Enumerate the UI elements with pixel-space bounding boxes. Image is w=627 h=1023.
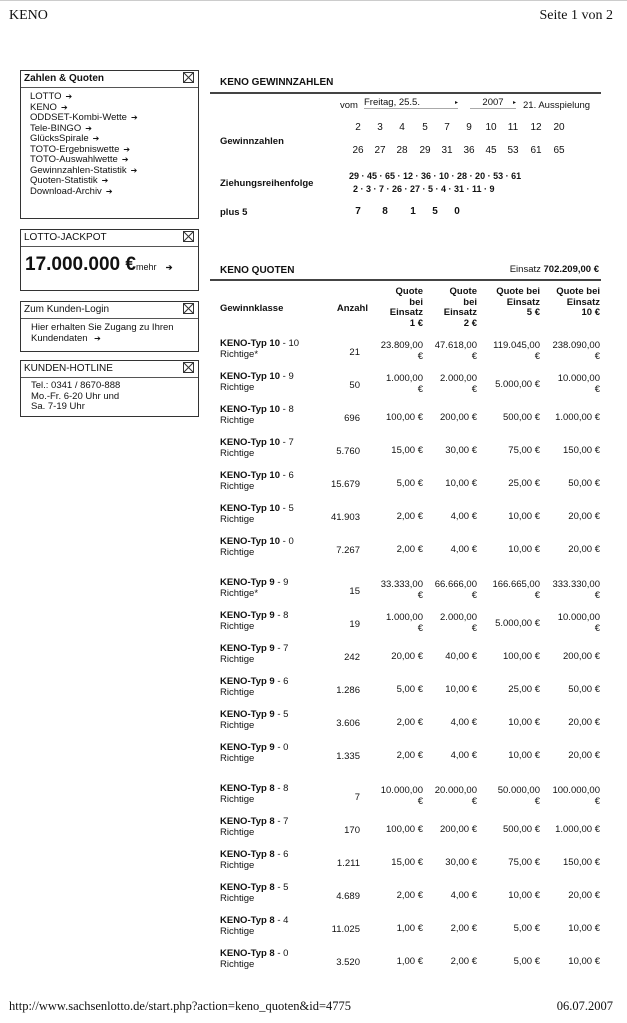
keno-type: KENO-Typ 8 bbox=[220, 948, 275, 959]
richtige-label: Richtige bbox=[220, 958, 255, 970]
richtige-label: Richtige bbox=[220, 381, 255, 393]
richtige-label: Richtige bbox=[220, 892, 255, 904]
quote-cell: 23.809,00 € bbox=[380, 340, 423, 362]
richtige-label: Richtige bbox=[220, 859, 255, 871]
quote-cell: 4,00 € bbox=[450, 750, 477, 761]
richtige-label: Richtige bbox=[220, 480, 255, 492]
richtige-count: 5 bbox=[288, 503, 294, 514]
ziehung-label: Ziehungsreihenfolge bbox=[220, 178, 314, 189]
quote-cell: 2,00 € bbox=[396, 750, 423, 761]
quote-cell: 10,00 € bbox=[508, 717, 540, 728]
richtige-label: Richtige bbox=[220, 925, 255, 937]
nav-item-label: LOTTO bbox=[30, 91, 62, 102]
hotline-line: Mo.-Fr. 6-20 Uhr und bbox=[31, 390, 120, 402]
quote-cell: 119.045,00 € bbox=[493, 340, 540, 362]
winning-number: 12 bbox=[530, 122, 542, 133]
quote-cell: 25,00 € bbox=[508, 478, 540, 489]
numbers-rule bbox=[210, 92, 601, 94]
keno-type: KENO-Typ 10 bbox=[220, 470, 281, 481]
anzahl-cell: 50 bbox=[349, 380, 360, 391]
anzahl-cell: 15.679 bbox=[330, 479, 360, 490]
nav-box-title: Zahlen & Quoten bbox=[21, 71, 198, 88]
table-row bbox=[220, 677, 601, 707]
quote-cell: 150,00 € bbox=[563, 445, 600, 456]
richtige-label: Richtige bbox=[220, 752, 255, 764]
quote-cell: 10,00 € bbox=[508, 750, 540, 761]
quote-cell: 15,00 € bbox=[391, 445, 423, 456]
winning-number: 45 bbox=[485, 145, 497, 156]
anzahl-cell: 3.520 bbox=[336, 957, 360, 968]
keno-type: KENO-Typ 9 bbox=[220, 610, 275, 621]
keno-type: KENO-Typ 10 bbox=[220, 404, 281, 415]
close-icon[interactable] bbox=[183, 231, 194, 242]
quote-cell: 25,00 € bbox=[508, 684, 540, 695]
winning-number: 26 bbox=[352, 145, 364, 156]
keno-type: KENO-Typ 9 bbox=[220, 742, 275, 753]
richtige-count: 8 bbox=[283, 610, 289, 621]
richtige-label: Richtige bbox=[220, 719, 255, 731]
print-header-page: Seite 1 von 2 bbox=[539, 8, 613, 23]
gewinnklasse-cell: KENO-Typ 9 - 7 Richtige bbox=[220, 643, 289, 665]
anzahl-cell: 11.025 bbox=[331, 924, 360, 935]
quote-cell: 20,00 € bbox=[568, 890, 600, 901]
quote-cell: 100.000,00 € bbox=[552, 785, 600, 807]
table-row bbox=[220, 405, 601, 435]
arrow-right-icon: ➔ bbox=[130, 165, 138, 175]
nav-item-label: Tele-BINGO bbox=[30, 122, 82, 134]
quote-cell: 75,00 € bbox=[508, 857, 540, 868]
anzahl-cell: 1.335 bbox=[336, 751, 360, 762]
quote-cell: 100,00 € bbox=[386, 412, 423, 423]
winning-number: 28 bbox=[396, 145, 408, 156]
vom-label: vom bbox=[340, 100, 358, 111]
draw-number: 21. Ausspielung bbox=[523, 100, 591, 111]
gewinnklasse-cell: KENO-Typ 8 - 4 Richtige bbox=[220, 915, 289, 937]
richtige-label: Richtige* bbox=[220, 348, 259, 360]
keno-type: KENO-Typ 8 bbox=[220, 915, 275, 926]
quote-cell: 20.000,00 € bbox=[434, 785, 477, 807]
richtige-count: 9 bbox=[288, 371, 294, 382]
keno-type: KENO-Typ 9 bbox=[220, 577, 275, 588]
hotline-box-title: KUNDEN-HOTLINE bbox=[21, 361, 198, 378]
keno-type: KENO-Typ 8 bbox=[220, 882, 275, 893]
gewinnklasse-cell: KENO-Typ 10 - 7 Richtige bbox=[220, 437, 294, 459]
login-link[interactable]: Hier erhalten Sie Zugang zu Ihren Kundendaten ➔ bbox=[31, 322, 174, 344]
quote-cell: 200,00 € bbox=[440, 824, 477, 835]
winning-number: 53 bbox=[507, 145, 519, 156]
anzahl-cell: 7 bbox=[354, 792, 360, 803]
richtige-label: Richtige bbox=[220, 513, 255, 525]
table-row bbox=[220, 537, 601, 567]
table-row bbox=[220, 372, 601, 402]
quote-cell: 100,00 € bbox=[503, 651, 540, 662]
quote-cell: 10,00 € bbox=[508, 544, 540, 555]
winning-number: 11 bbox=[507, 122, 519, 133]
print-header-title: KENO bbox=[9, 8, 48, 23]
keno-type: KENO-Typ 9 bbox=[220, 676, 275, 687]
quote-cell: 20,00 € bbox=[568, 544, 600, 555]
gewinnklasse-cell: KENO-Typ 9 - 9 Richtige* bbox=[220, 577, 289, 599]
gewinnklasse-cell: KENO-Typ 8 - 7 Richtige bbox=[220, 816, 289, 838]
richtige-label: Richtige bbox=[220, 546, 255, 558]
quote-cell: 50.000,00 € bbox=[497, 785, 540, 807]
quote-cell: 10.000,00 € bbox=[380, 785, 423, 807]
keno-type: KENO-Typ 10 bbox=[220, 371, 281, 382]
quote-cell: 33.333,00 € bbox=[380, 579, 423, 601]
quote-cell: 150,00 € bbox=[563, 857, 600, 868]
table-row bbox=[220, 438, 601, 468]
keno-type: KENO-Typ 9 bbox=[220, 709, 275, 720]
quote-cell: 2,00 € bbox=[396, 890, 423, 901]
quote-cell: 10.000,00 € bbox=[557, 373, 600, 395]
richtige-count: 7 bbox=[288, 437, 294, 448]
anzahl-cell: 41.903 bbox=[330, 512, 360, 523]
quote-cell: 4,00 € bbox=[450, 890, 477, 901]
gewinnklasse-cell: KENO-Typ 10 - 6 Richtige bbox=[220, 470, 294, 492]
winning-number: 1 bbox=[410, 206, 416, 217]
winning-number: 27 bbox=[374, 145, 386, 156]
quote-cell: 4,00 € bbox=[450, 717, 477, 728]
arrow-right-icon: ➔ bbox=[85, 123, 92, 133]
arrow-right-icon: ➔ bbox=[60, 102, 68, 112]
richtige-count: 0 bbox=[283, 742, 289, 753]
jackpot-more-link[interactable]: mehr bbox=[135, 262, 157, 272]
quote-cell: 4,00 € bbox=[450, 544, 477, 555]
gewinnklasse-cell: KENO-Typ 10 - 10 Richtige* bbox=[220, 338, 300, 360]
anzahl-cell: 3.606 bbox=[336, 718, 360, 729]
anzahl-cell: 19 bbox=[349, 619, 360, 630]
arrow-right-icon: ➔ bbox=[165, 263, 173, 272]
top-rule bbox=[0, 0, 627, 1]
quote-cell: 40,00 € bbox=[445, 651, 477, 662]
quote-cell: 1,00 € bbox=[396, 923, 423, 934]
richtige-count: 7 bbox=[283, 816, 289, 827]
quote-cell: 5,00 € bbox=[513, 923, 540, 934]
richtige-label: Richtige bbox=[220, 447, 255, 459]
table-row bbox=[220, 883, 601, 913]
richtige-count: 4 bbox=[283, 915, 289, 926]
winning-number: 4 bbox=[399, 122, 405, 133]
arrow-right-icon: ➔ bbox=[92, 134, 100, 143]
anzahl-cell: 5.760 bbox=[336, 446, 360, 457]
hotline-text bbox=[21, 378, 198, 413]
gewinnklasse-cell: KENO-Typ 8 - 5 Richtige bbox=[220, 882, 289, 904]
winning-number: 36 bbox=[463, 145, 475, 156]
gewinnklasse-cell: KENO-Typ 10 - 8 Richtige bbox=[220, 404, 294, 426]
quote-cell: 200,00 € bbox=[563, 651, 600, 662]
anzahl-cell: 170 bbox=[344, 825, 360, 836]
winning-number: 8 bbox=[382, 206, 388, 217]
print-footer-date: 06.07.2007 bbox=[556, 999, 613, 1013]
keno-type: KENO-Typ 10 bbox=[220, 536, 281, 547]
chevron-right-icon: ▸ bbox=[454, 100, 458, 106]
table-row bbox=[220, 504, 601, 534]
quote-cell: 1,00 € bbox=[396, 956, 423, 967]
nav-item-label: Quoten-Statistik bbox=[30, 175, 98, 186]
hotline-line: Sa. 7-19 Uhr bbox=[31, 401, 85, 412]
anzahl-cell: 7.267 bbox=[336, 545, 360, 556]
print-footer-url: http://www.sachsenlotto.de/start.php?action=keno_quoten&id=4775 bbox=[9, 999, 352, 1013]
winning-number: 7 bbox=[444, 122, 450, 133]
gewinnklasse-cell: KENO-Typ 9 - 5 Richtige bbox=[220, 709, 289, 731]
gewinnklasse-cell: KENO-Typ 8 - 6 Richtige bbox=[220, 849, 289, 871]
anzahl-cell: 4.689 bbox=[336, 891, 360, 902]
arrow-right-icon: ➔ bbox=[130, 113, 138, 122]
nav-item-label: Download-Archiv bbox=[30, 185, 102, 197]
keno-type: KENO-Typ 10 bbox=[220, 338, 281, 349]
plus5-label: plus 5 bbox=[220, 207, 248, 218]
winning-number: 31 bbox=[441, 145, 453, 156]
quote-cell: 20,00 € bbox=[568, 750, 600, 761]
winning-number: 5 bbox=[422, 122, 428, 133]
keno-type: KENO-Typ 8 bbox=[220, 783, 275, 794]
header-quote-2: Quote bei Einsatz 2 € bbox=[443, 286, 477, 329]
quote-cell: 500,00 € bbox=[503, 824, 540, 835]
keno-type: KENO-Typ 8 bbox=[220, 816, 275, 827]
winning-number: 0 bbox=[454, 206, 460, 217]
anzahl-cell: 1.211 bbox=[336, 858, 360, 869]
richtige-count: 5 bbox=[283, 709, 289, 720]
quote-cell: 30,00 € bbox=[445, 445, 477, 456]
anzahl-cell: 21 bbox=[349, 347, 360, 358]
quote-cell: 200,00 € bbox=[440, 412, 477, 423]
anzahl-cell: 1.286 bbox=[336, 685, 360, 696]
richtige-count: 6 bbox=[283, 849, 289, 860]
jackpot-box bbox=[20, 229, 199, 291]
richtige-label: Richtige bbox=[220, 686, 255, 698]
quote-cell: 5.000,00 € bbox=[495, 379, 540, 390]
quote-cell: 10.000,00 € bbox=[557, 612, 600, 634]
quote-cell: 5.000,00 € bbox=[495, 618, 540, 629]
numbers-title: KENO GEWINNZAHLEN bbox=[220, 77, 334, 88]
header-quote-5: Quote bei Einsatz 5 € bbox=[496, 286, 540, 318]
jackpot-box-title: LOTTO-JACKPOT bbox=[21, 230, 198, 247]
nav-box bbox=[20, 70, 199, 219]
quote-cell: 30,00 € bbox=[445, 857, 477, 868]
quote-cell: 2,00 € bbox=[396, 544, 423, 555]
richtige-count: 10 bbox=[288, 338, 300, 349]
quote-cell: 2,00 € bbox=[396, 511, 423, 522]
quote-cell: 50,00 € bbox=[568, 684, 600, 695]
nav-item-label: TOTO-Auswahlwette bbox=[30, 154, 118, 165]
keno-type: KENO-Typ 10 bbox=[220, 437, 281, 448]
anzahl-cell: 242 bbox=[344, 652, 360, 663]
quote-cell: 10,00 € bbox=[445, 684, 477, 695]
richtige-count: 8 bbox=[288, 404, 294, 415]
header-quote-10: Quote bei Einsatz 10 € bbox=[556, 286, 600, 318]
quote-cell: 4,00 € bbox=[450, 511, 477, 522]
date-select[interactable]: Freitag, 25.5. ▸ bbox=[364, 97, 458, 108]
table-row bbox=[220, 817, 601, 847]
nav-item-label: GlücksSpirale bbox=[30, 133, 89, 144]
quote-cell: 1.000,00 € bbox=[555, 412, 600, 423]
quote-cell: 5,00 € bbox=[396, 684, 423, 695]
nav-item-label: ODDSET-Kombi-Wette bbox=[30, 112, 127, 123]
nav-item[interactable] bbox=[30, 187, 198, 198]
quote-cell: 2.000,00 € bbox=[440, 612, 477, 634]
richtige-count: 6 bbox=[283, 676, 289, 687]
richtige-count: 5 bbox=[283, 882, 289, 893]
richtige-label: Richtige bbox=[220, 826, 255, 838]
header-quote-1: Quote bei Einsatz 1 € bbox=[389, 286, 423, 329]
quote-cell: 100,00 € bbox=[386, 824, 423, 835]
winning-number: 61 bbox=[530, 145, 542, 156]
arrow-right-icon: ➔ bbox=[105, 186, 113, 196]
quote-cell: 20,00 € bbox=[568, 717, 600, 728]
year-select[interactable]: 2007 ▸ bbox=[470, 97, 516, 109]
gewinnklasse-cell: KENO-Typ 10 - 0 Richtige bbox=[220, 536, 294, 558]
quote-cell: 10,00 € bbox=[445, 478, 477, 489]
table-row bbox=[220, 710, 601, 740]
anzahl-cell: 696 bbox=[344, 413, 360, 424]
winning-number: 2 bbox=[355, 122, 361, 133]
gewinnzahlen-label: Gewinnzahlen bbox=[220, 136, 284, 147]
close-icon[interactable] bbox=[183, 303, 194, 314]
einsatz-total: Einsatz 702.209,00 € bbox=[509, 264, 599, 275]
richtige-count: 8 bbox=[283, 783, 289, 794]
header-gewinnklasse: Gewinnklasse bbox=[220, 303, 284, 314]
table-row bbox=[220, 339, 601, 369]
arrow-right-icon: ➔ bbox=[123, 144, 131, 154]
quote-cell: 5,00 € bbox=[396, 478, 423, 489]
table-row bbox=[220, 743, 601, 773]
quote-cell: 2,00 € bbox=[450, 923, 477, 934]
richtige-count: 7 bbox=[283, 643, 289, 654]
quote-cell: 75,00 € bbox=[508, 445, 540, 456]
gewinnklasse-cell: KENO-Typ 9 - 0 Richtige bbox=[220, 742, 289, 764]
richtige-count: 9 bbox=[283, 577, 289, 588]
quote-cell: 15,00 € bbox=[391, 857, 423, 868]
keno-type: KENO-Typ 8 bbox=[220, 849, 275, 860]
hotline-box bbox=[20, 360, 199, 417]
table-row bbox=[220, 611, 601, 641]
nav-item-label: Gewinnzahlen-Statistik bbox=[30, 164, 127, 176]
quote-cell: 1.000,00 € bbox=[386, 373, 423, 395]
quote-cell: 50,00 € bbox=[568, 478, 600, 489]
quote-cell: 5,00 € bbox=[513, 956, 540, 967]
quoten-rule bbox=[210, 279, 601, 281]
gewinnklasse-cell: KENO-Typ 9 - 6 Richtige bbox=[220, 676, 289, 698]
quote-cell: 10,00 € bbox=[508, 890, 540, 901]
richtige-label: Richtige bbox=[220, 414, 255, 426]
quote-cell: 1.000,00 € bbox=[555, 824, 600, 835]
table-row bbox=[220, 916, 601, 946]
quote-cell: 10,00 € bbox=[568, 956, 600, 967]
nav-list bbox=[21, 88, 198, 201]
arrow-right-icon: ➔ bbox=[121, 155, 129, 164]
quote-cell: 500,00 € bbox=[503, 412, 540, 423]
close-icon[interactable] bbox=[183, 72, 194, 83]
ziehung-line-1: 29 · 45 · 65 · 12 · 36 · 10 · 28 · 20 · 53 · 61 bbox=[349, 171, 522, 181]
header-anzahl: Anzahl bbox=[336, 303, 368, 314]
winning-number: 3 bbox=[377, 122, 383, 133]
arrow-right-icon: ➔ bbox=[101, 176, 109, 185]
chevron-right-icon: ▸ bbox=[512, 100, 516, 106]
gewinnklasse-cell: KENO-Typ 8 - 8 Richtige bbox=[220, 783, 289, 805]
quote-cell: 10,00 € bbox=[568, 923, 600, 934]
quote-cell: 238.090,00 € bbox=[552, 340, 600, 362]
gewinnklasse-cell: KENO-Typ 10 - 9 Richtige bbox=[220, 371, 294, 393]
nav-item-label: KENO bbox=[30, 101, 57, 113]
richtige-count: 0 bbox=[288, 536, 294, 547]
table-row bbox=[220, 850, 601, 880]
winning-number: 65 bbox=[553, 145, 565, 156]
login-box bbox=[20, 301, 199, 352]
winning-number: 20 bbox=[553, 122, 565, 133]
winning-number: 7 bbox=[355, 206, 361, 217]
quote-cell: 2,00 € bbox=[450, 956, 477, 967]
nav-item-label: TOTO-Ergebniswette bbox=[30, 143, 120, 155]
keno-type: KENO-Typ 9 bbox=[220, 643, 275, 654]
jackpot-amount[interactable]: 17.000.000 €mehr ➔ bbox=[25, 254, 173, 275]
quoten-title: KENO QUOTEN bbox=[220, 265, 295, 276]
quote-cell: 20,00 € bbox=[568, 511, 600, 522]
quote-cell: 1.000,00 € bbox=[386, 612, 423, 634]
anzahl-cell: 15 bbox=[349, 586, 360, 597]
richtige-label: Richtige bbox=[220, 793, 255, 805]
winning-number: 5 bbox=[432, 206, 438, 217]
richtige-label: Richtige bbox=[220, 653, 255, 665]
richtige-label: Richtige bbox=[220, 620, 255, 632]
table-row bbox=[220, 784, 601, 814]
arrow-right-icon: ➔ bbox=[65, 92, 73, 101]
quote-cell: 2,00 € bbox=[396, 717, 423, 728]
richtige-label: Richtige* bbox=[220, 587, 259, 599]
table-row bbox=[220, 949, 601, 979]
quote-cell: 333.330,00 € bbox=[552, 579, 600, 601]
quote-cell: 2.000,00 € bbox=[440, 373, 477, 395]
keno-type: KENO-Typ 10 bbox=[220, 503, 281, 514]
quote-cell: 47.618,00 € bbox=[434, 340, 477, 362]
table-row bbox=[220, 644, 601, 674]
quote-cell: 10,00 € bbox=[508, 511, 540, 522]
ziehung-line-2: 2 · 3 · 7 · 26 · 27 · 5 · 4 · 31 · 11 · 9 bbox=[353, 184, 495, 194]
gewinnklasse-cell: KENO-Typ 8 - 0 Richtige bbox=[220, 948, 289, 970]
winning-number: 9 bbox=[466, 122, 472, 133]
gewinnklasse-cell: KENO-Typ 9 - 8 Richtige bbox=[220, 610, 289, 632]
hotline-line: Tel.: 0341 / 8670-888 bbox=[31, 380, 121, 391]
quote-cell: 20,00 € bbox=[391, 651, 423, 662]
close-icon[interactable] bbox=[183, 362, 194, 373]
gewinnklasse-cell: KENO-Typ 10 - 5 Richtige bbox=[220, 503, 294, 525]
arrow-right-icon: ➔ bbox=[94, 334, 101, 343]
table-row bbox=[220, 578, 601, 608]
winning-number: 10 bbox=[485, 122, 497, 133]
table-row bbox=[220, 471, 601, 501]
winning-number: 29 bbox=[419, 145, 431, 156]
quote-cell: 66.666,00 € bbox=[434, 579, 477, 601]
richtige-count: 6 bbox=[288, 470, 294, 481]
quote-cell: 166.665,00 € bbox=[492, 579, 540, 601]
richtige-count: 0 bbox=[283, 948, 289, 959]
login-box-title: Zum Kunden-Login bbox=[21, 302, 198, 319]
